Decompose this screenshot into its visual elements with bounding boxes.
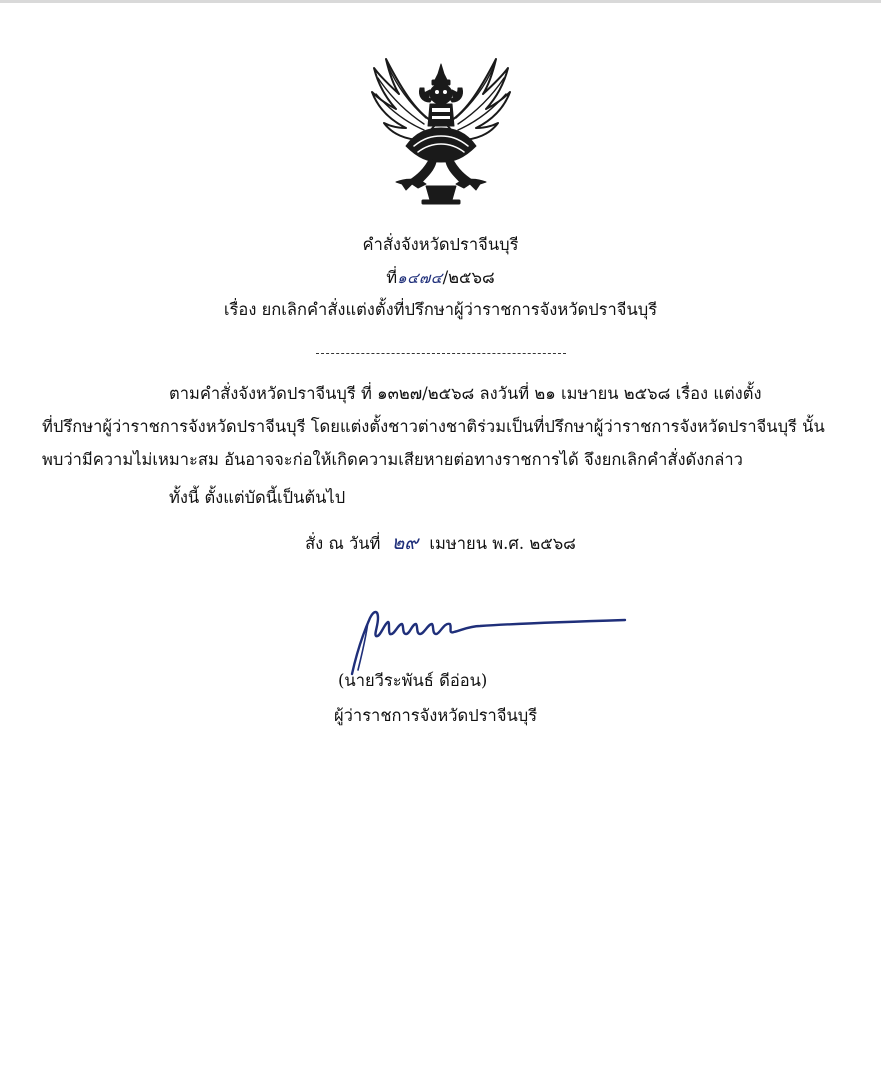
body-line-4: ทั้งนี้ ตั้งแต่บัดนี้เป็นต้นไป <box>169 488 346 507</box>
order-number <box>0 267 881 289</box>
signer-name: (นายวีระพันธ์ ดีอ่อน) <box>338 671 488 690</box>
order-number-prefix: ที่ <box>386 268 398 287</box>
order-date-day-handwritten: ๒๙ <box>391 532 419 554</box>
order-number-handwritten: ๑๔๗๔ <box>397 269 443 287</box>
body-line-3: พบว่ามีความไม่เหมาะสม อันอาจจะก่อให้เกิดความเสียหายต่อทางราชการได้ จึงยกเลิกคำสั่งดังกล่าว <box>42 450 743 469</box>
order-subject: เรื่อง ยกเลิกคำสั่งแต่งตั้งที่ปรึกษาผู้ว่าราชการจังหวัดปราจีนบุรี <box>223 300 658 319</box>
dashed-divider <box>316 353 566 354</box>
top-edge-rule <box>0 0 881 3</box>
order-number-suffix: /๒๕๖๘ <box>442 268 495 287</box>
signer-title: ผู้ว่าราชการจังหวัดปราจีนบุรี <box>334 706 538 725</box>
garuda-emblem-icon <box>366 54 516 206</box>
order-date-prefix: สั่ง ณ วันที่ <box>305 534 381 553</box>
body-line-1: ตามคำสั่งจังหวัดปราจีนบุรี ที่ ๑๓๒๗/๒๕๖๘ ลงวันที่ ๒๑ เมษายน ๒๕๖๘ เรื่อง แต่งตั้ง <box>169 384 762 403</box>
body-line-2: ที่ปรึกษาผู้ว่าราชการจังหวัดปราจีนบุรี โดยแต่งตั้งชาวต่างชาติร่วมเป็นที่ปรึกษาผู้ว่าราชการจังหวัดปราจีนบุรี นั้น <box>42 417 825 436</box>
order-title: คำสั่งจังหวัดปราจีนบุรี <box>362 235 519 254</box>
order-date <box>0 532 881 555</box>
order-date-suffix: เมษายน พ.ศ. ๒๕๖๘ <box>429 534 576 553</box>
